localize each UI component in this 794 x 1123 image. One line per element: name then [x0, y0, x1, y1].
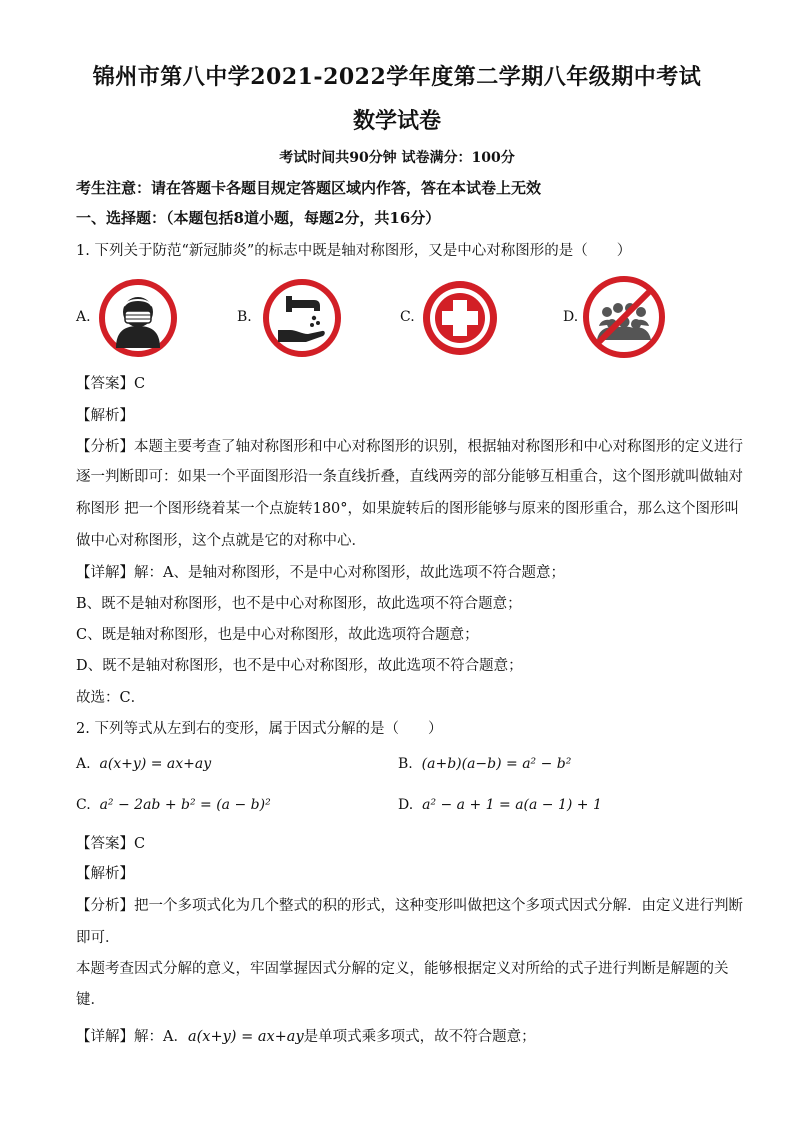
q1-stem: 1. 下列关于防范“新冠肺炎”的标志中既是轴对称图形，又是中心对称图形的是（ ）: [76, 243, 632, 259]
q1-analysis-line: 【分析】本题主要考查了轴对称图形和中心对称图形的识别，根据轴对称图形和中心对称图形的定义进行: [76, 439, 743, 455]
q2-analysis-line: 【分析】把一个多项式化为几个整式的积的形式，这种变形叫做把这个多项式因式分解．由定义进行判断: [76, 898, 743, 914]
q1-analysis-heading: 【解析】: [76, 408, 134, 424]
masked-person-icon: [98, 278, 178, 362]
section-heading: 一、选择题：（本题包括8道小题，每题2分，共16分）: [76, 209, 441, 227]
exam-info: 考试时间共90分钟 试卷满分：100分: [279, 150, 515, 166]
q2-option-a-formula: a(x+y) = ax+ay: [99, 756, 212, 772]
q2-option-c-formula: a² − 2ab + b² = (a − b)²: [99, 797, 271, 813]
q1-detail-line: D、既不是轴对称图形，也不是中心对称图形，故此选项不符合题意；: [76, 658, 523, 674]
q2-detail-prefix: 【详解】解：A．: [76, 1029, 188, 1045]
q2-answer: 【答案】C: [76, 836, 146, 852]
q1-analysis-line: 逐一判断即可：如果一个平面图形沿一条直线折叠，直线两旁的部分能够互相重合，这个图形就叫做轴对: [76, 469, 743, 485]
q1-option-b-label: B.: [237, 309, 252, 325]
q2-detail-suffix: 是单项式乘多项式，故不符合题意；: [303, 1029, 536, 1045]
q1-option-d-label: D.: [563, 309, 579, 325]
q1-detail-line: B、既不是轴对称图形，也不是中心对称图形，故此选项不符合题意；: [76, 596, 522, 612]
q2-option-c: [76, 797, 271, 813]
q1-option-a-label: A.: [76, 309, 91, 325]
q1-answer: 【答案】C: [76, 376, 146, 392]
q2-option-a-label: A.: [76, 756, 91, 772]
q2-option-d: [398, 797, 602, 813]
exam-subtitle: 数学试卷: [352, 108, 441, 134]
handwashing-faucet-icon: [262, 278, 342, 362]
q2-option-d-label: D.: [398, 797, 414, 813]
q1-analysis-line: 称图形 把一个图形绕着某一个点旋转180°，如果旋转后的图形能够与原来的图形重合，那么这个图形叫: [76, 501, 740, 517]
q1-option-c-label: C.: [400, 309, 415, 325]
exam-title: 锦州市第八中学2021-2022学年度第二学期八年级期中考试: [92, 64, 702, 90]
q1-detail-line: C、既是轴对称图形，也是中心对称图形，故此选项符合题意；: [76, 627, 479, 643]
q2-option-c-label: C.: [76, 797, 91, 813]
q2-option-d-formula: a² − a + 1 = a(a − 1) + 1: [422, 797, 602, 813]
q2-option-b: [398, 756, 571, 772]
q2-analysis-heading: 【解析】: [76, 866, 134, 882]
q2-detail-formula: a(x+y) = ax+ay: [187, 1029, 304, 1045]
no-crowd-icon: [583, 276, 665, 362]
q1-analysis-line: 做中心对称图形，这个点就是它的对称中心．: [76, 533, 366, 549]
q2-analysis-line: 即可．: [76, 930, 120, 946]
red-cross-icon: [420, 278, 500, 362]
q2-option-b-formula: (a+b)(a−b) = a² − b²: [421, 756, 572, 772]
q2-stem: 2. 下列等式从左到右的变形，属于因式分解的是（ ）: [76, 721, 443, 737]
q2-detail-line: [76, 1027, 726, 1047]
q2-option-b-label: B.: [398, 756, 413, 772]
q2-option-a: [76, 756, 211, 772]
q1-detail-line: 【详解】解：A、是轴对称图形，不是中心对称图形，故此选项不符合题意；: [76, 565, 565, 581]
q2-analysis-line: 本题考查因式分解的意义，牢固掌握因式分解的定义，能够根据定义对所给的式子进行判断是解题的关: [76, 961, 729, 977]
candidate-notice: 考生注意：请在答题卡各题目规定答题区域内作答，答在本试卷上无效: [76, 179, 542, 197]
q2-analysis-line: 键．: [76, 992, 105, 1008]
q1-detail-line: 故选：C．: [76, 690, 146, 706]
